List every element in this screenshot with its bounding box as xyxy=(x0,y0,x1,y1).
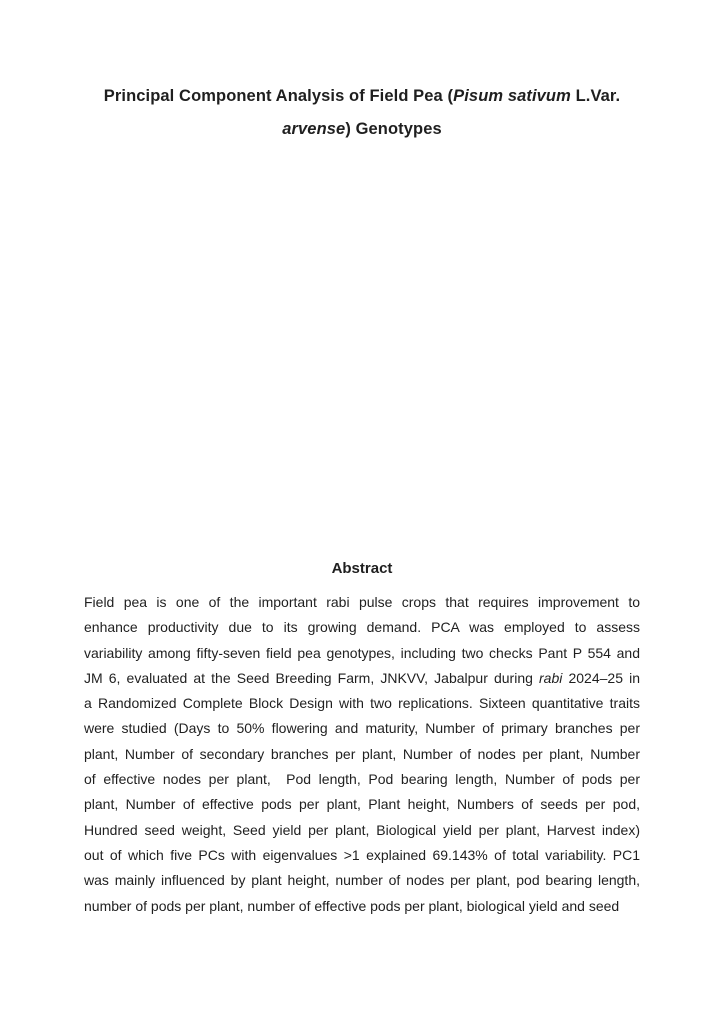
text-run: JM 6, evaluated at the Seed Breeding Farm, JNKVV, Jabalpur during xyxy=(84,669,540,686)
abstract-line xyxy=(84,894,640,919)
text-run: was mainly influenced by plant height, number of nodes per plant, pod bearing length, xyxy=(84,872,640,889)
text-run: of effective nodes per plant, Pod length, Pod bearing length, Number of pods per xyxy=(84,771,640,788)
abstract-line xyxy=(84,792,640,817)
text-run: variability among fifty-seven field pea genotypes, including two checks Pant P 554 and xyxy=(84,644,640,661)
text-run: out of which five PCs with eigenvalues >1 explained 69.143% of total variability. PC1 xyxy=(84,846,640,863)
abstract-line xyxy=(84,590,640,615)
italic-text-run: rabi xyxy=(539,669,563,686)
abstract-line xyxy=(84,641,640,666)
abstract-line xyxy=(84,615,640,640)
paper-title xyxy=(84,80,640,146)
abstract-line xyxy=(84,868,640,893)
abstract-heading: Abstract xyxy=(331,560,393,577)
italic-text-run: Pisum sativum xyxy=(453,87,571,105)
italic-text-run: arvense xyxy=(282,120,346,138)
text-run: ) Genotypes xyxy=(345,120,442,138)
text-run: Field pea is one of the important rabi pulse crops that requires improvement to xyxy=(84,594,640,610)
text-run: L.Var. xyxy=(570,87,621,105)
text-run: plant, Number of secondary branches per plant, Number of nodes per plant, Number xyxy=(84,745,640,762)
abstract-line xyxy=(84,843,640,868)
abstract-line xyxy=(84,666,640,691)
text-run: 2024–25 in xyxy=(562,669,640,686)
text-run: Principal Component Analysis of Field Pea ( xyxy=(103,87,454,105)
paper-title-line-1 xyxy=(84,80,640,113)
paper-title-line-2 xyxy=(84,113,640,146)
text-run: number of pods per plant, number of effective pods per plant, biological yield and seed xyxy=(84,897,620,914)
text-run: plant, Number of effective pods per plant, Plant height, Numbers of seeds per pod, xyxy=(84,796,640,813)
abstract-line xyxy=(84,767,640,792)
text-run: a Randomized Complete Block Design with two replications. Sixteen quantitative traits xyxy=(84,695,640,712)
abstract-line xyxy=(84,742,640,767)
text-run: Hundred seed weight, Seed yield per plant, Biological yield per plant, Harvest index) xyxy=(84,821,640,838)
abstract-line xyxy=(84,691,640,716)
text-run: enhance productivity due to its growing demand. PCA was employed to assess xyxy=(84,619,640,636)
text-run: were studied (Days to 50% flowering and maturity, Number of primary branches per xyxy=(84,720,640,737)
abstract-line xyxy=(84,716,640,741)
abstract-paragraph xyxy=(84,590,640,919)
abstract-line xyxy=(84,818,640,843)
